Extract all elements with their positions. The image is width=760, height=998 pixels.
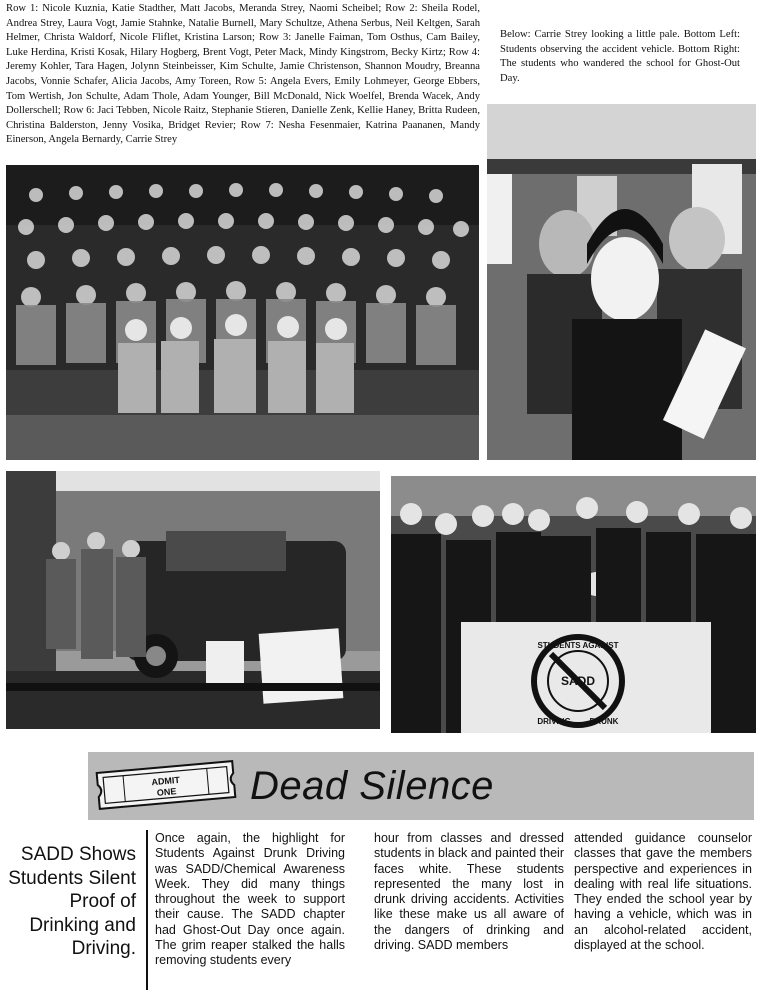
- ticket-label-top: ADMIT: [151, 774, 181, 788]
- body-column-1: Once again, the highlight for Students Against Drunk Driving was SADD/Chemical Awareness Week. They did many things throughout the week to support their cause. The SADD chapter had Ghost-Out Day once again. The grim reaper stalked the halls removing students every: [155, 831, 345, 968]
- sadd-banner-photo: [391, 476, 756, 733]
- group-photo-caption: Row 1: Nicole Kuznia, Katie Stadther, Matt Jacobs, Meranda Strey, Naomi Scheibel; Row 2: Sheila Rodel, Andrea Strey, Laura Vogt, Jamie Stahnke, Natalie Burnell, Mary Schultze, Athena Serbus, Neil Keltgen, Sarah Helmer, Christa Waldorf, Nicole Fliflet, Kristina Larson; Row 3: Janelle Faiman, Tom Osthus, Cam Bailey, Luke Herdina, Kristi Kosak, Hilary Hogberg, Brent Vogt, Peter Mack, Mindy Kingstrom, Becky Kirtz; Row 4: Jeremy Kohler, Tara Hagen, Jolynn Steinbeisser, Kim Schulte, Jamie Christenson, Shannon Moudry, Breanna Jacobs, Vonnie Schafer, Alicia Jacobs, Amy Toreen, Row 5: Angela Evers, Emily Lohmeyer, George Ebbers, Tom Wertish, Jon Schulte, Adam Thole, Adam Younger, Bill McDonald, Nick Woelfel, Brenda Wacek, Andy Dollerschell; Row 6: Jaci Tebben, Nicole Raitz, Stephanie Stieren, Danielle Zenk, Kellie Haney, Britta Rudeen, Christina Balderston, Jenny Vosika, Bridget Revier; Row 7: Nesha Fesenmaier, Katrina Paananen, Mandy Einerson, Angela Bernardy, Carrie Strey: [6, 3, 480, 146]
- body-column-2: hour from classes and dressed students in black and painted their faces white. These students represented the many lost in drunk driving accidents. Activities like these make us all aware of the dangers of drinking and driving. SADD members: [374, 831, 564, 953]
- sadd-banner-right-text: DRUNK: [589, 717, 619, 726]
- sadd-logo-text: SADD: [560, 674, 596, 688]
- body-column-3: attended guidance counselor classes that gave the members perspective and experiences in dealing with real life situations. They ended the school year by having a vehicle, which was in an alcohol-related accident, displayed at the school.: [574, 831, 752, 953]
- sadd-banner-top-text: STUDENTS AGAINST: [537, 641, 619, 650]
- admit-one-ticket-icon: [90, 757, 242, 813]
- accident-vehicle-photo: [6, 471, 380, 729]
- sadd-banner-left-text: DRIVING: [537, 717, 571, 726]
- side-photo-caption: Below: Carrie Strey looking a little pale. Bottom Left: Students observing the accident vehicle. Bottom Right: The students who wandered the school for Ghost-Out Day.: [500, 29, 740, 84]
- column-rule: [146, 830, 148, 990]
- page-title: Dead Silence: [250, 764, 494, 808]
- group-photo: [6, 165, 479, 460]
- ticket-label-bottom: ONE: [156, 786, 177, 798]
- article-subhead: SADD Shows Students Silent Proof of Drinking and Driving.: [8, 844, 136, 959]
- carrie-strey-photo: [487, 104, 756, 460]
